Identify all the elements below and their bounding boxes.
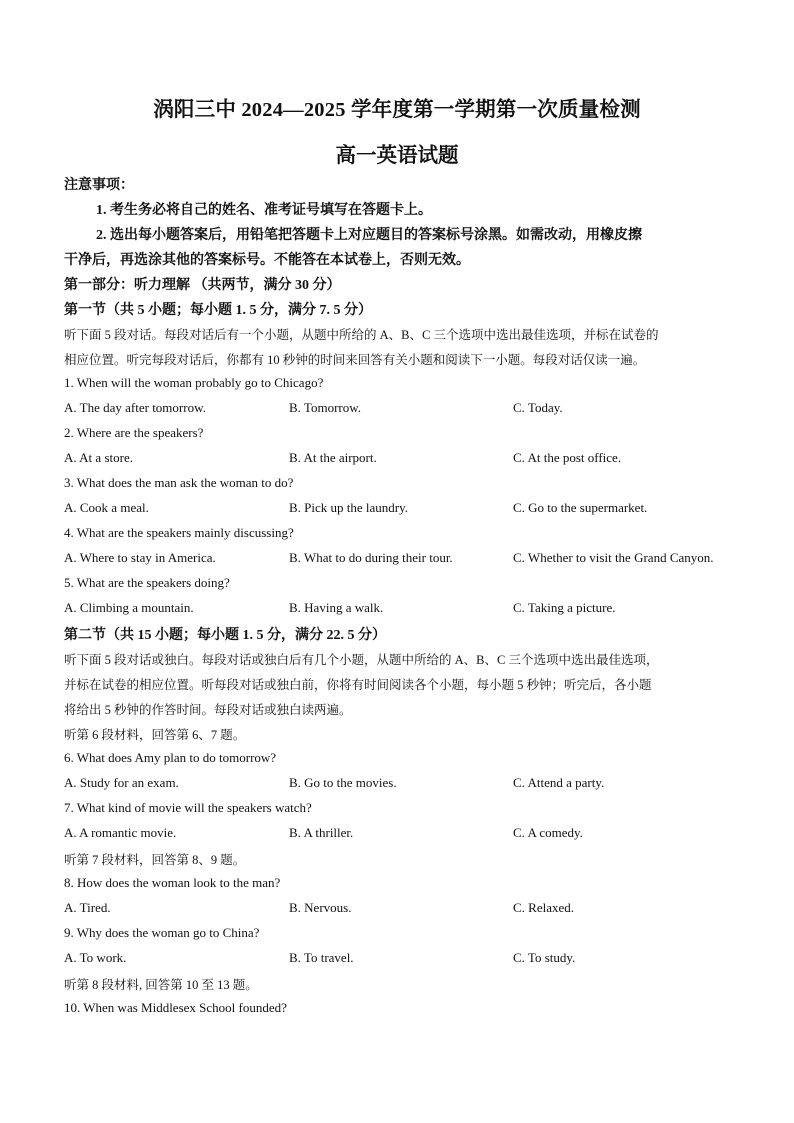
question-1: 1. When will the woman probably go to Chicago? [64,375,324,390]
q2-option-a: A. At a store. [64,450,133,465]
q2-option-b: B. At the airport. [289,450,377,465]
q2-option-c: C. At the post office. [513,450,622,465]
q8-option-c: C. Relaxed. [513,900,575,915]
note-item-2: 2. 选出每小题答案后，用铅笔把答题卡上对应题目的答案标号涂黑。如需改动，用橡皮擦 [96,228,642,243]
section1-instructions: 听下面 5 段对话。每段对话后有一个小题，从题中所给的 A、B、C 三个选项中选出最佳选项，并标在试卷的 [64,328,659,342]
q8-option-a: A. Tired. [64,900,111,915]
section2-instructions-cont: 并标在试卷的相应位置。听每段对话或独白前，你将有时间阅读各个小题，每小题 5 秒钟；听完后，各小题 [64,678,652,692]
question-9: 9. Why does the woman go to China? [64,925,260,940]
q1-option-a: A. The day after tomorrow. [64,400,206,415]
q6-option-a: A. Study for an exam. [64,775,179,790]
q9-option-c: C. To study. [513,950,576,965]
q3-option-c: C. Go to the supermarket. [513,500,648,515]
q4-option-b: B. What to do during their tour. [289,550,453,565]
part1-title: 第一部分：听力理解 （共两节，满分 30 分） [64,278,341,293]
q4-option-c: C. Whether to visit the Grand Canyon. [513,550,714,565]
question-7: 7. What kind of movie will the speakers watch? [64,800,312,815]
exam-title: 涡阳三中 2024—2025 学年度第一学期第一次质量检测 [153,99,641,121]
q3-option-b: B. Pick up the laundry. [289,500,409,515]
section1-instructions-cont: 相应位置。听完每段对话后，你都有 10 秒钟的时间来回答有关小题和阅读下一小题。每段对话仅读一遍。 [64,353,646,367]
q5-option-c: C. Taking a picture. [513,600,616,615]
q7-option-a: A. A romantic movie. [64,825,177,840]
q9-option-b: B. To travel. [289,950,354,965]
question-6: 6. What does Amy plan to do tomorrow? [64,750,277,765]
note-item-1: 1. 考生务必将自己的姓名、准考证号填写在答题卡上。 [96,203,432,218]
question-10: 10. When was Middlesex School founded? [64,1000,287,1015]
q8-option-b: B. Nervous. [289,900,352,915]
question-3: 3. What does the man ask the woman to do? [64,475,294,490]
question-8: 8. How does the woman look to the man? [64,875,281,890]
q7-option-b: B. A thriller. [289,825,354,840]
section1-title: 第一节（共 5 小题；每小题 1. 5 分，满分 7. 5 分） [64,303,372,318]
q4-option-a: A. Where to stay in America. [64,550,216,565]
q5-option-b: B. Having a walk. [289,600,384,615]
section2-instructions: 听下面 5 段对话或独白。每段对话或独白后有几个小题，从题中所给的 A、B、C 三个选项中选出最佳选项， [64,653,659,667]
section2-title: 第二节（共 15 小题；每小题 1. 5 分，满分 22. 5 分） [64,628,386,643]
q5-option-a: A. Climbing a mountain. [64,600,194,615]
material-7-note: 听第 7 段材料，回答第 8、9 题。 [64,853,246,867]
question-5: 5. What are the speakers doing? [64,575,230,590]
q3-option-a: A. Cook a meal. [64,500,149,515]
material-6-note: 听第 6 段材料，回答第 6、7 题。 [64,728,246,742]
q1-option-b: B. Tomorrow. [289,400,362,415]
question-4: 4. What are the speakers mainly discussing? [64,525,294,540]
q1-option-c: C. Today. [513,400,563,415]
exam-subtitle: 高一英语试题 [335,145,459,167]
q7-option-c: C. A comedy. [513,825,583,840]
q6-option-b: B. Go to the movies. [289,775,397,790]
q6-option-c: C. Attend a party. [513,775,605,790]
q9-option-a: A. To work. [64,950,127,965]
material-8-note: 听第 8 段材料, 回答第 10 至 13 题。 [64,978,258,992]
notes-heading: 注意事项： [64,178,134,193]
note-item-2-cont: 干净后，再选涂其他的答案标号。不能答在本试卷上，否则无效。 [64,253,470,268]
question-2: 2. Where are the speakers? [64,425,204,440]
section2-instructions-cont2: 将给出 5 秒钟的作答时间。每段对话或独白读两遍。 [64,703,352,717]
